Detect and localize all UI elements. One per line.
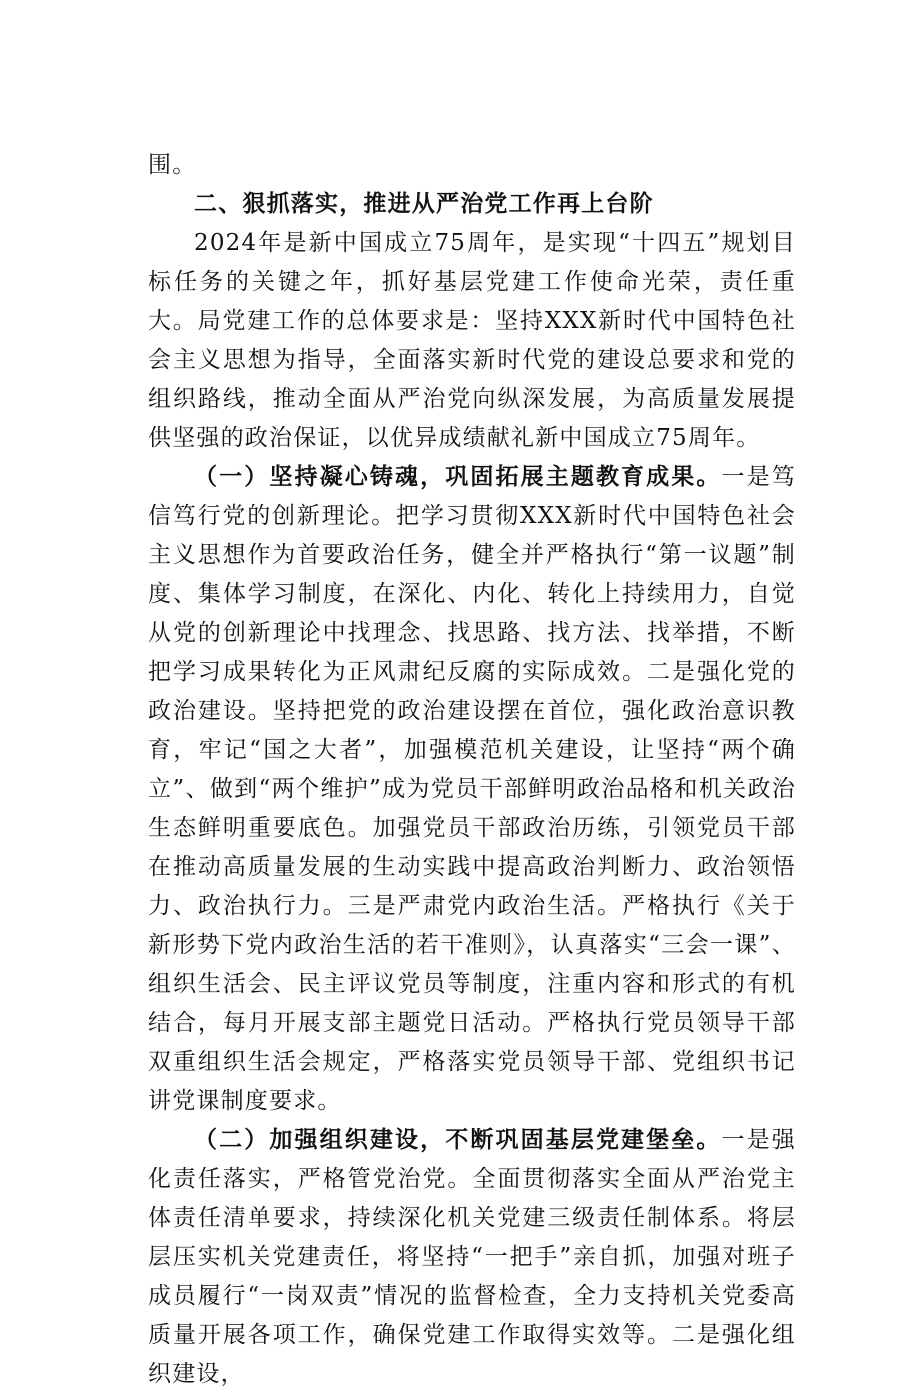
item-body-1: 一是笃信笃行党的创新理论。把学习贯彻XXX新时代中国特色社会主义思想作为首要政治任务，健全并严格执行“第一议题”制度、集体学习制度，在深化、内化、转化上持续用力，自觉从党的创新理论中找理念、找思路、找方法、找举措，不断把学习成果转化为正风肃纪反腐的实际成效。二是强化党的政治建设。坚持把党的政治建设摆在首位，强化政治意识教育，牢记“国之大者”，加强模范机关建设，让坚持“两个确立”、做到“两个维护”成为党员干部鲜明政治品格和机关政治生态鲜明重要底色。加强党员干部政治历练，引领党员干部在推动高质量发展的生动实践中提高政治判断力、政治领悟力、政治执行力。三是严肃党内政治生活。严格执行《关于新形势下党内政治生活的若干准则》，认真落实“三会一课”、组织生活会、民主评议党员等制度，注重内容和形式的有机结合，每月开展支部主题党日活动。严格执行党员领导干部双重组织生活会规定，严格落实党员领导干部、党组织书记讲党课制度要求。 bbox=[148, 464, 796, 1114]
item-paragraph-1 bbox=[148, 458, 796, 1121]
document-body bbox=[148, 146, 796, 1394]
intro-paragraph: 2024年是新中国成立75周年，是实现“十四五”规划目标任务的关键之年，抓好基层党建工作使命光荣，责任重大。局党建工作的总体要求是：坚持XXX新时代中国特色社会主义思想为指导，全面落实新时代党的建设总要求和党的组织路线，推动全面从严治党向纵深发展，为高质量发展提供坚强的政治保证，以优异成绩献礼新中国成立75周年。 bbox=[148, 230, 796, 451]
item-lead-1: （一）坚持凝心铸魂，巩固拓展主题教育成果。 bbox=[194, 464, 722, 490]
continuation-line: 围。 bbox=[148, 152, 197, 178]
item-body-2: 一是强化责任落实，严格管党治党。全面贯彻落实全面从严治党主体责任清单要求，持续深化机关党建三级责任制体系。将层层压实机关党建责任，将坚持“一把手”亲自抓，加强对班子成员履行“一岗双责”情况的监督检查，全力支持机关党委高质量开展各项工作，确保党建工作取得实效等。二是强化组织建设， bbox=[148, 1127, 796, 1387]
item-paragraph-2 bbox=[148, 1121, 796, 1394]
item-lead-2: （二）加强组织建设，不断巩固基层党建堡垒。 bbox=[194, 1127, 722, 1153]
section-heading: 二、狠抓落实，推进从严治党工作再上台阶 bbox=[194, 191, 654, 217]
